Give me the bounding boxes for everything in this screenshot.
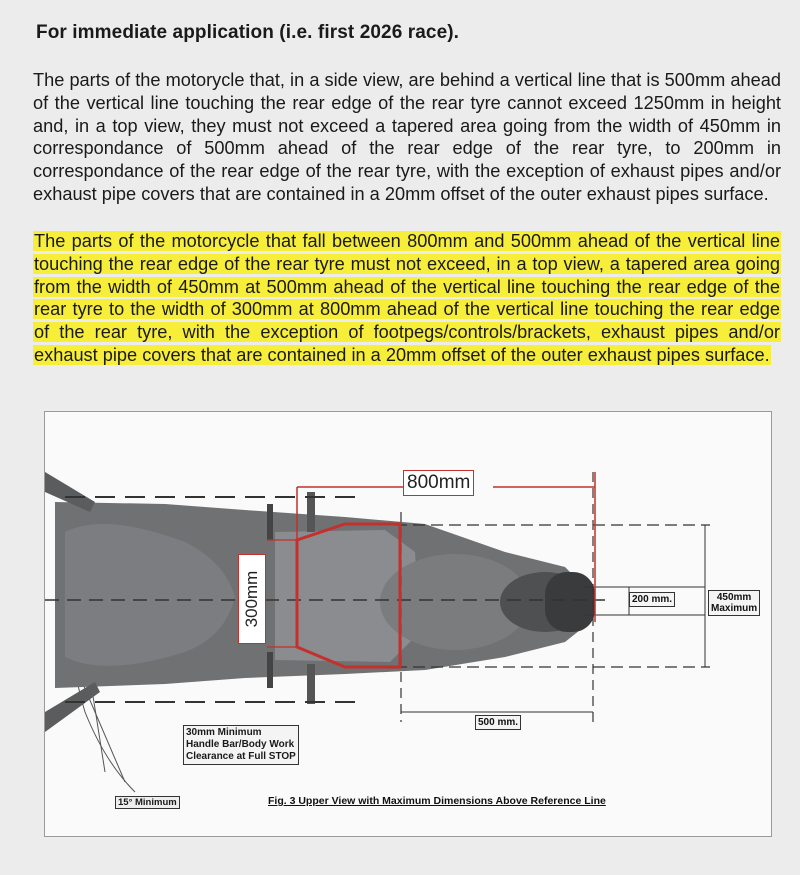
angle-minimum-label: 15° Minimum [115,796,180,809]
dimension-450mm-label [708,590,760,616]
clearance-line-2: Handle Bar/Body Work [186,739,295,750]
dimension-500mm-label: 500 mm. [475,715,521,730]
dimension-300mm-label: 300mm [242,570,261,628]
figure-caption: Fig. 3 Upper View with Maximum Dimensions Above Reference Line [268,795,606,807]
dimension-450mm-value: 450mm [716,592,752,603]
paragraph-2-highlighted [33,230,781,367]
handlebar-clearance-note [183,725,299,765]
dimension-450mm-qualifier: Maximum [711,603,758,614]
paragraph-1: The parts of the motorycle that, in a side view, are behind a vertical line that is 500mm ahead of the vertical line touching the rear edge of the rear tyre cannot exceed 1250mm in height and, in a top view, they must not exceed a tapered area going from the width of 450mm in correspondance of 500mm ahead of the rear edge of the rear tyre, to 200mm in correspondance of the rear edge of the rear tyre, with the exception of exhaust pipes and/or exhaust pipe covers that are contained in a 20mm offset of the outer exhaust pipes surface. [33,70,781,204]
highlighted-text: The parts of the motorcycle that fall between 800mm and 500mm ahead of the vertical line touching the rear edge of the rear tyre must not exceed, in a top view, a tapered area going from the width of 450mm at 500mm ahead of the vertical line touching the rear edge of the rear tyre to the width of 300mm at 800mm ahead of the vertical line touching the rear edge of the rear tyre, with the exception of footpegs/controls/brackets, exhaust pipes and/or exhaust pipe covers that are contained in a 20mm offset of the outer exhaust pipes surface. [34,231,780,365]
document-heading: For immediate application (i.e. first 2026 race). [36,22,460,43]
dimension-800mm-label: 800mm [403,470,474,496]
dimension-300mm-box [238,554,266,644]
clearance-line-1: 30mm Minimum [186,727,262,738]
dimension-200mm-label: 200 mm. [629,592,675,607]
figure-top-view-diagram [44,411,772,837]
clearance-line-3: Clearance at Full STOP [186,751,296,762]
